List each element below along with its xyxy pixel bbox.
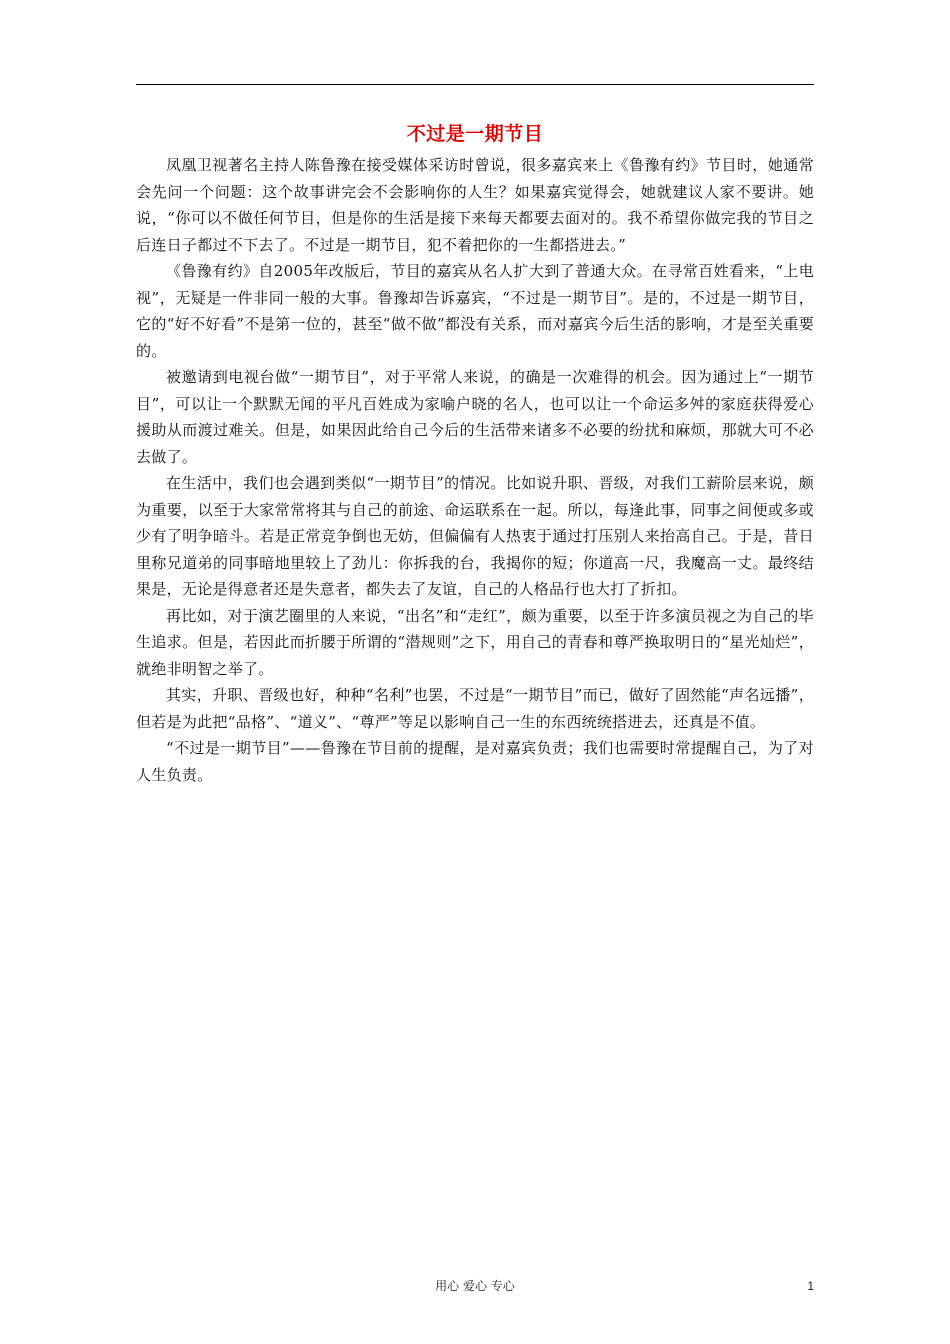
paragraph-3: 被邀请到电视台做“一期节目”，对于平常人来说，的确是一次难得的机会。因为通过上“一期节目”，可以让一个默默无闻的平凡百姓成为家喻户晓的名人，也可以让一个命运多舛的家庭获得爱心援助从而渡过难关。但是，如果因此给自己今后的生活带来诸多不必要的纷扰和麻烦，那就大可不必去做了。: [136, 368, 814, 466]
header-rule: [136, 84, 814, 85]
page-number: 1: [807, 1279, 814, 1293]
paragraph-2: 《鲁豫有约》自2005年改版后，节目的嘉宾从名人扩大到了普通大众。在寻常百姓看来，“上电视”，无疑是一件非同一般的大事。鲁豫却告诉嘉宾，“不过是一期节目”。是的，不过是一期节目，它的“好不好看”不是第一位的，甚至“做不做”都没有关系，而对嘉宾今后生活的影响，才是至关重要的。: [136, 262, 814, 360]
paragraph-7: “不过是一期节目”——鲁豫在节目前的提醒，是对嘉宾负责；我们也需要时常提醒自己，为了对人生负责。: [136, 739, 814, 784]
paragraph-4: 在生活中，我们也会遇到类似“一期节目”的情况。比如说升职、晋级，对我们工薪阶层来说，颇为重要，以至于大家常常将其与自己的前途、命运联系在一起。所以，每逢此事，同事之间便或多或少有了明争暗斗。若是正常竞争倒也无妨，但偏偏有人热衷于通过打压别人来抬高自己。于是，昔日里称兄道弟的同事暗地里较上了劲儿：你拆我的台，我揭你的短；你道高一尺，我魔高一丈。最终结果是，无论是得意者还是失意者，都失去了友谊，自己的人格品行也大打了折扣。: [136, 474, 814, 598]
footer-text: 用心 爱心 专心: [435, 1279, 515, 1293]
paragraph-1: 凤凰卫视著名主持人陈鲁豫在接受媒体采访时曾说，很多嘉宾来上《鲁豫有约》节目时，她通常会先问一个问题：这个故事讲完会不会影响你的人生？如果嘉宾觉得会，她就建议人家不要讲。她说，“你可以不做任何节目，但是你的生活是接下来每天都要去面对的。我不希望你做完我的节目之后连日子都过不下去了。不过是一期节目，犯不着把你的一生都搭进去。”: [136, 156, 814, 254]
article-body: [136, 120, 814, 788]
article-title: 不过是一期节目: [406, 123, 544, 145]
paragraph-5: 再比如，对于演艺圈里的人来说，“出名”和“走红”，颇为重要，以至于许多演员视之为自己的毕生追求。但是，若因此而折腰于所谓的“潜规则”之下，用自己的青春和尊严换取明日的“星光灿烂”，就绝非明智之举了。: [136, 606, 814, 678]
paragraph-6: 其实，升职、晋级也好，种种“名利”也罢，不过是“一期节目”而已，做好了固然能“声名远播”，但若是为此把“品格”、“道义”、“尊严”等足以影响自己一生的东西统统搭进去，还真是不值。: [136, 686, 814, 731]
